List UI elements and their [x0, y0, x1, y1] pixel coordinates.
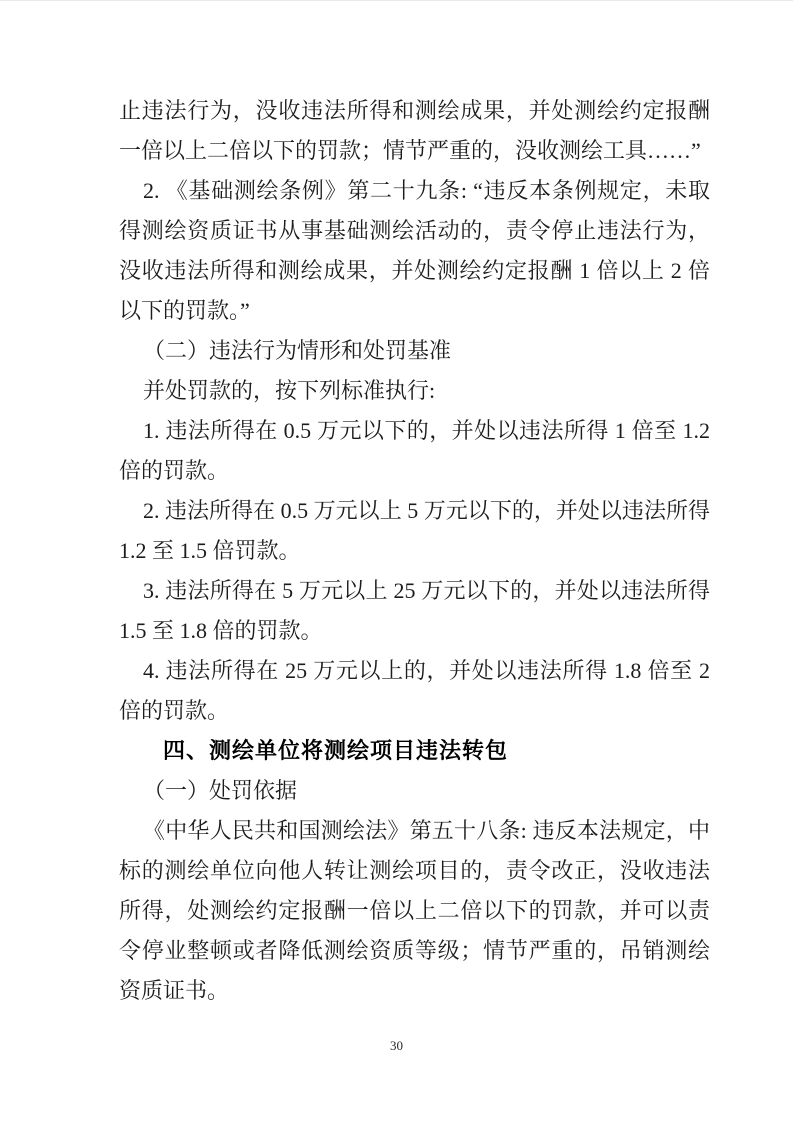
- paragraph-section-2-violation-circumstances: （二）违法行为情形和处罚基准: [143, 338, 452, 363]
- paragraph-fine-tier-1: 1. 违法所得在 0.5 万元以下的，并处以违法所得 1 倍至 1.2 倍的罚款。: [119, 418, 710, 483]
- paragraph-basic-surveying-regulation-article-29: 2. 《基础测绘条例》第二十九条: “违反本条例规定，未取得测绘资质证书从事基础测绘活动的，责令停止违法行为，没收违法所得和测绘成果，并处测绘约定报酬 1 倍以上 2 倍以下的罚款。”: [119, 178, 710, 323]
- paragraph-fine-standards-intro: 并处罚款的，按下列标准执行:: [143, 378, 436, 403]
- paragraph-continued-penalty-clause: 止违法行为，没收违法所得和测绘成果，并处测绘约定报酬一倍以上二倍以下的罚款；情节严重的，没收测绘工具……”: [119, 98, 710, 163]
- paragraph-fine-tier-2: 2. 违法所得在 0.5 万元以上 5 万元以下的，并处以违法所得 1.2 至 1.5 倍罚款。: [119, 498, 710, 563]
- page-number: 30: [390, 1038, 403, 1053]
- paragraph-section-1-penalty-basis: （一）处罚依据: [143, 778, 298, 803]
- paragraph-fine-tier-3: 3. 违法所得在 5 万元以上 25 万元以下的，并处以违法所得 1.5 至 1.8 倍的罚款。: [119, 578, 710, 643]
- paragraph-chapter-4-illegal-subcontracting: 四、测绘单位将测绘项目违法转包: [163, 738, 509, 763]
- paragraph-fine-tier-4: 4. 违法所得在 25 万元以上的，并处以违法所得 1.8 倍至 2 倍的罚款。: [119, 658, 710, 723]
- document-text-block: [119, 91, 710, 1011]
- paragraph-surveying-law-article-58: 《中华人民共和国测绘法》第五十八条: 违反本法规定，中标的测绘单位向他人转让测绘项目的，责令改正，没收违法所得，处测绘约定报酬一倍以上二倍以下的罚款，并可以责令停业整顿或者降低测绘资质等级；情节严重的，吊销测绘资质证书。: [119, 818, 710, 1003]
